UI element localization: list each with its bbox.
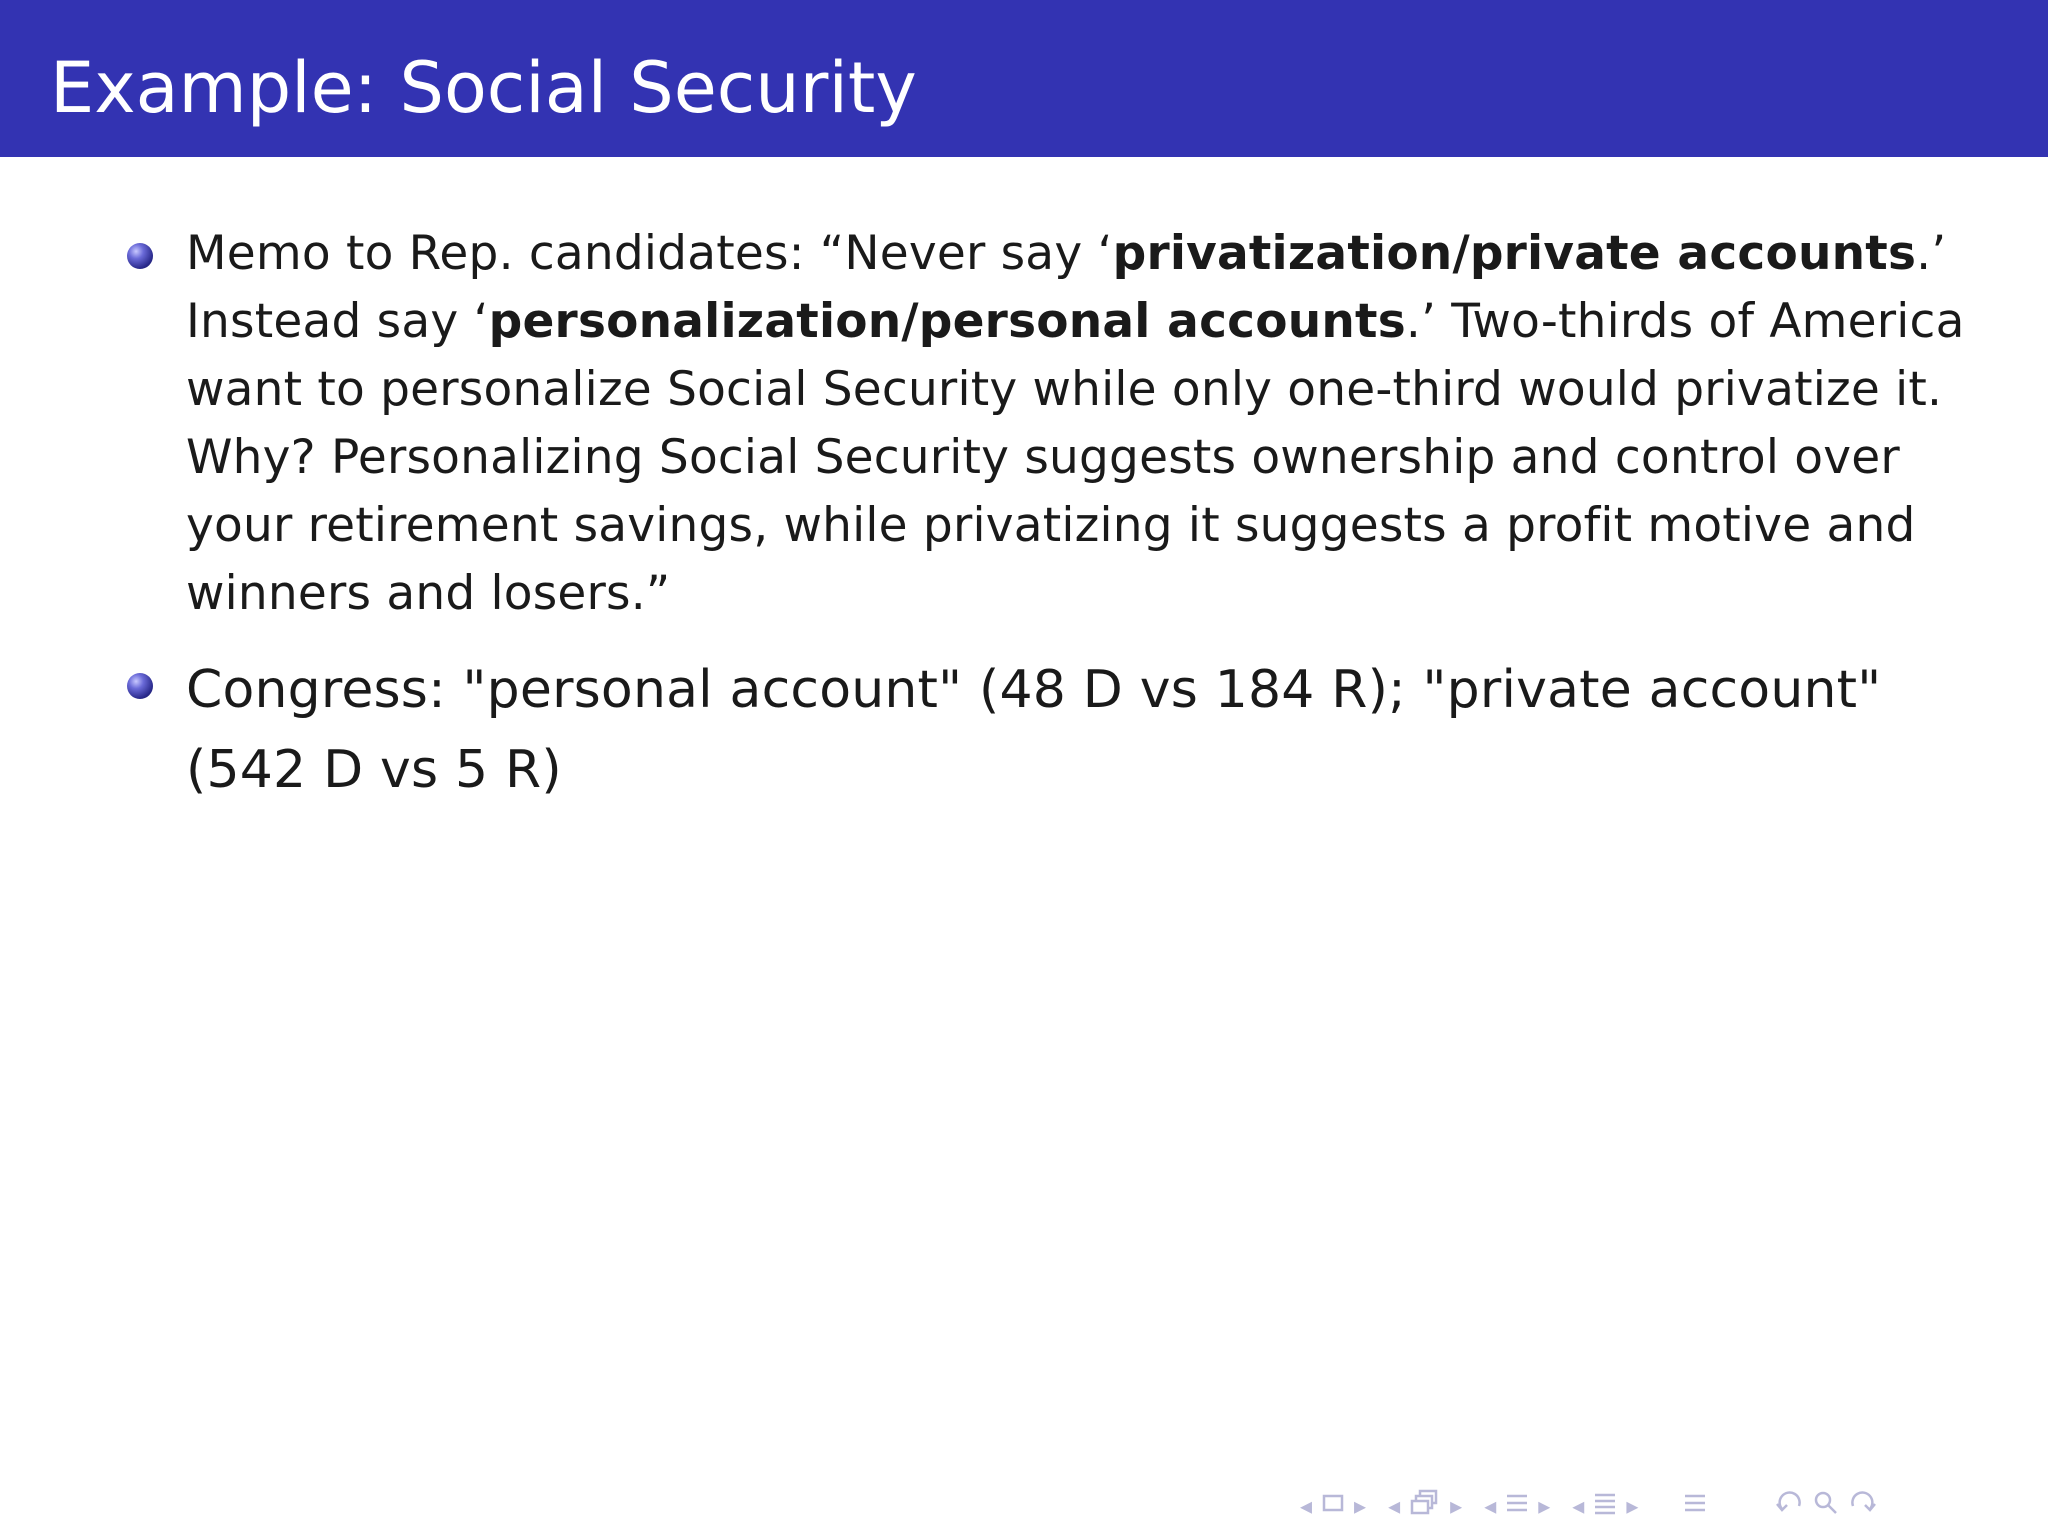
arrow-left-icon[interactable]: ◂ bbox=[1388, 1492, 1401, 1520]
forward-icon[interactable] bbox=[1848, 1490, 1878, 1522]
beamer-navigation-bar bbox=[1300, 1490, 1878, 1522]
text-line: winners and losers.” bbox=[186, 566, 671, 621]
subsection-icon[interactable] bbox=[1408, 1488, 1442, 1524]
text-line: your retirement savings, while privatizing it suggests a profit motive and bbox=[186, 498, 1916, 553]
arrow-left-icon[interactable]: ◂ bbox=[1572, 1492, 1585, 1520]
text-line: Why? Personalizing Social Security suggests ownership and control over bbox=[186, 430, 1900, 485]
arrow-right-icon[interactable]: ▸ bbox=[1450, 1492, 1463, 1520]
arrow-left-icon[interactable]: ◂ bbox=[1300, 1492, 1313, 1520]
outline-icon[interactable] bbox=[1682, 1490, 1708, 1522]
section-icon[interactable] bbox=[1504, 1490, 1530, 1522]
arrow-right-icon[interactable]: ▸ bbox=[1538, 1492, 1551, 1520]
frame-icon[interactable] bbox=[1320, 1492, 1346, 1520]
bold-phrase: privatization/private accounts bbox=[1112, 226, 1917, 281]
slide-title-bar bbox=[0, 0, 2048, 157]
arrow-right-icon[interactable]: ▸ bbox=[1354, 1492, 1367, 1520]
bullet-item-memo bbox=[186, 220, 1986, 628]
text-line: (542 D vs 5 R) bbox=[186, 740, 562, 800]
back-icon[interactable] bbox=[1774, 1490, 1804, 1522]
search-icon[interactable] bbox=[1812, 1489, 1840, 1523]
subsection-icon[interactable] bbox=[1592, 1490, 1618, 1522]
text-line: Memo to Rep. candidates: “Never say ‘privatization/private accounts.’ bbox=[186, 226, 1947, 281]
bullet-icon bbox=[127, 673, 153, 699]
bullet-item-congress bbox=[186, 650, 1986, 810]
arrow-left-icon[interactable]: ◂ bbox=[1484, 1492, 1497, 1520]
text-line: Instead say ‘personalization/personal accounts.’ Two-thirds of America bbox=[186, 294, 1965, 349]
text-line: Congress: "personal account" (48 D vs 184 R); "private account" bbox=[186, 660, 1882, 720]
slide-title: Example: Social Security bbox=[50, 47, 917, 129]
text-line: want to personalize Social Security while only one-third would privatize it. bbox=[186, 362, 1943, 417]
bullet-icon bbox=[127, 243, 153, 269]
arrow-right-icon[interactable]: ▸ bbox=[1626, 1492, 1639, 1520]
bold-phrase: personalization/personal accounts bbox=[488, 294, 1406, 349]
